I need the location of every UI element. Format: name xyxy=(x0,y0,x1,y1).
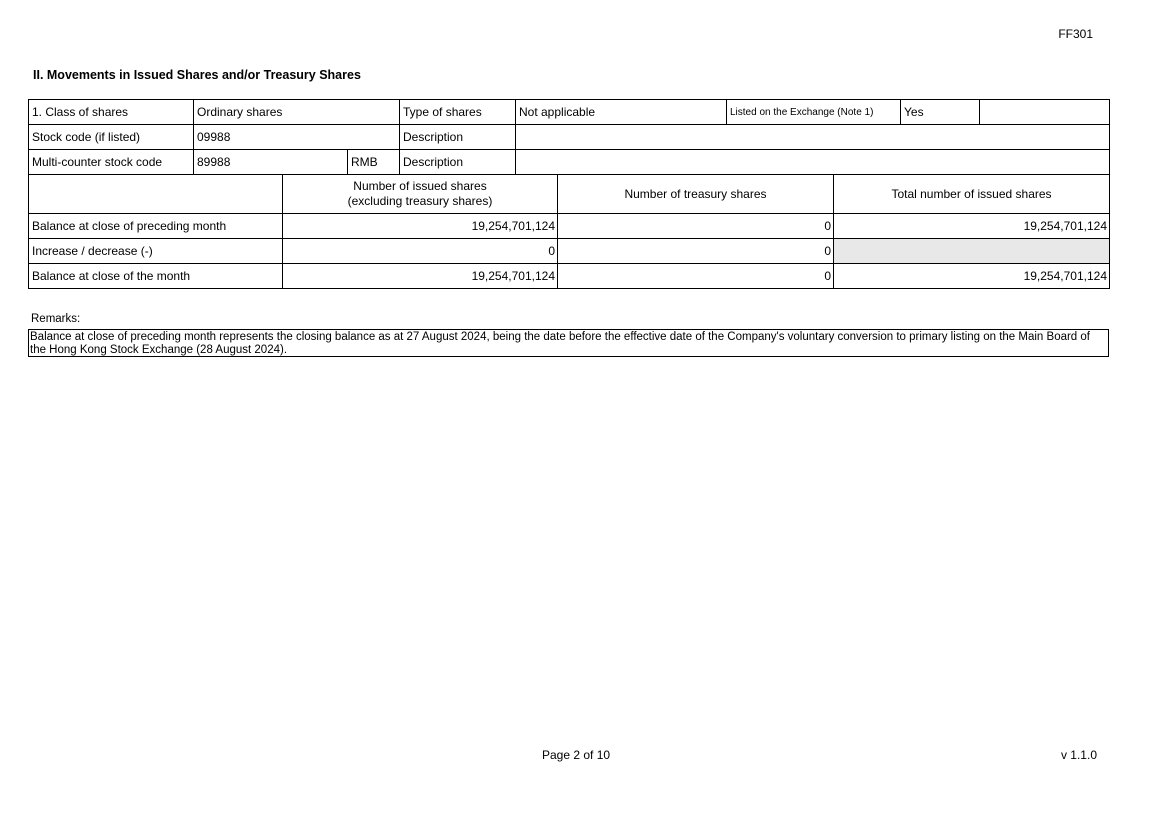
table-row xyxy=(29,214,1110,239)
movement-header-row xyxy=(29,175,1110,214)
header-treasury: Number of treasury shares xyxy=(558,175,834,214)
multi-counter-row xyxy=(29,150,1110,175)
remarks-label: Remarks: xyxy=(31,313,81,325)
type-of-shares-value: Not applicable xyxy=(516,100,727,125)
section-title: II. Movements in Issued Shares and/or Treasury Shares xyxy=(33,68,361,82)
row-label: Balance at close of preceding month xyxy=(29,214,283,239)
treasury-value: 0 xyxy=(558,264,834,289)
description-label: Description xyxy=(400,125,516,150)
header-total: Total number of issued shares xyxy=(834,175,1110,214)
stock-code-value: 09988 xyxy=(194,125,400,150)
table-row xyxy=(29,264,1110,289)
total-value-shaded xyxy=(834,239,1110,264)
listed-label: Listed on the Exchange (Note 1) xyxy=(727,100,901,125)
class-row xyxy=(29,100,1110,125)
class-of-shares-value: Ordinary shares xyxy=(194,100,400,125)
multi-counter-label: Multi-counter stock code xyxy=(29,150,194,175)
page-number: Page 2 of 10 xyxy=(542,748,611,762)
version-label: v 1.1.0 xyxy=(1060,748,1097,762)
movement-table xyxy=(28,174,1110,289)
stock-code-label: Stock code (if listed) xyxy=(29,125,194,150)
multi-counter-value: 89988 xyxy=(194,150,348,175)
total-value: 19,254,701,124 xyxy=(834,214,1110,239)
treasury-value: 0 xyxy=(558,214,834,239)
row-label: Balance at close of the month xyxy=(29,264,283,289)
header-issued xyxy=(283,175,558,214)
type-of-shares-label: Type of shares xyxy=(400,100,516,125)
issued-value: 19,254,701,124 xyxy=(283,214,558,239)
treasury-value: 0 xyxy=(558,239,834,264)
header-blank xyxy=(29,175,283,214)
table-row xyxy=(29,239,1110,264)
issued-value: 19,254,701,124 xyxy=(283,264,558,289)
total-value: 19,254,701,124 xyxy=(834,264,1110,289)
stock-code-row xyxy=(29,125,1110,150)
header-issued-line2: (excluding treasury shares) xyxy=(347,194,493,208)
issued-value: 0 xyxy=(283,239,558,264)
listed-extra-cell xyxy=(980,100,1110,125)
description-value xyxy=(516,125,1110,150)
form-code: FF301 xyxy=(1058,27,1093,41)
listed-value: Yes xyxy=(901,100,980,125)
currency-cell: RMB xyxy=(348,150,400,175)
share-class-info-table xyxy=(28,99,1110,175)
header-issued-line1: Number of issued shares xyxy=(353,179,487,193)
description2-value xyxy=(516,150,1110,175)
description2-label: Description xyxy=(400,150,516,175)
row-label: Increase / decrease (-) xyxy=(29,239,283,264)
remarks-text: Balance at close of preceding month represents the closing balance as at 27 August 2024, being the date before the effective date of the Company's voluntary conversion to primary listing on the Main Board of the Hong Kong Stock Exchange (28 August 2024). xyxy=(28,329,1109,357)
class-of-shares-label: 1. Class of shares xyxy=(29,100,194,125)
